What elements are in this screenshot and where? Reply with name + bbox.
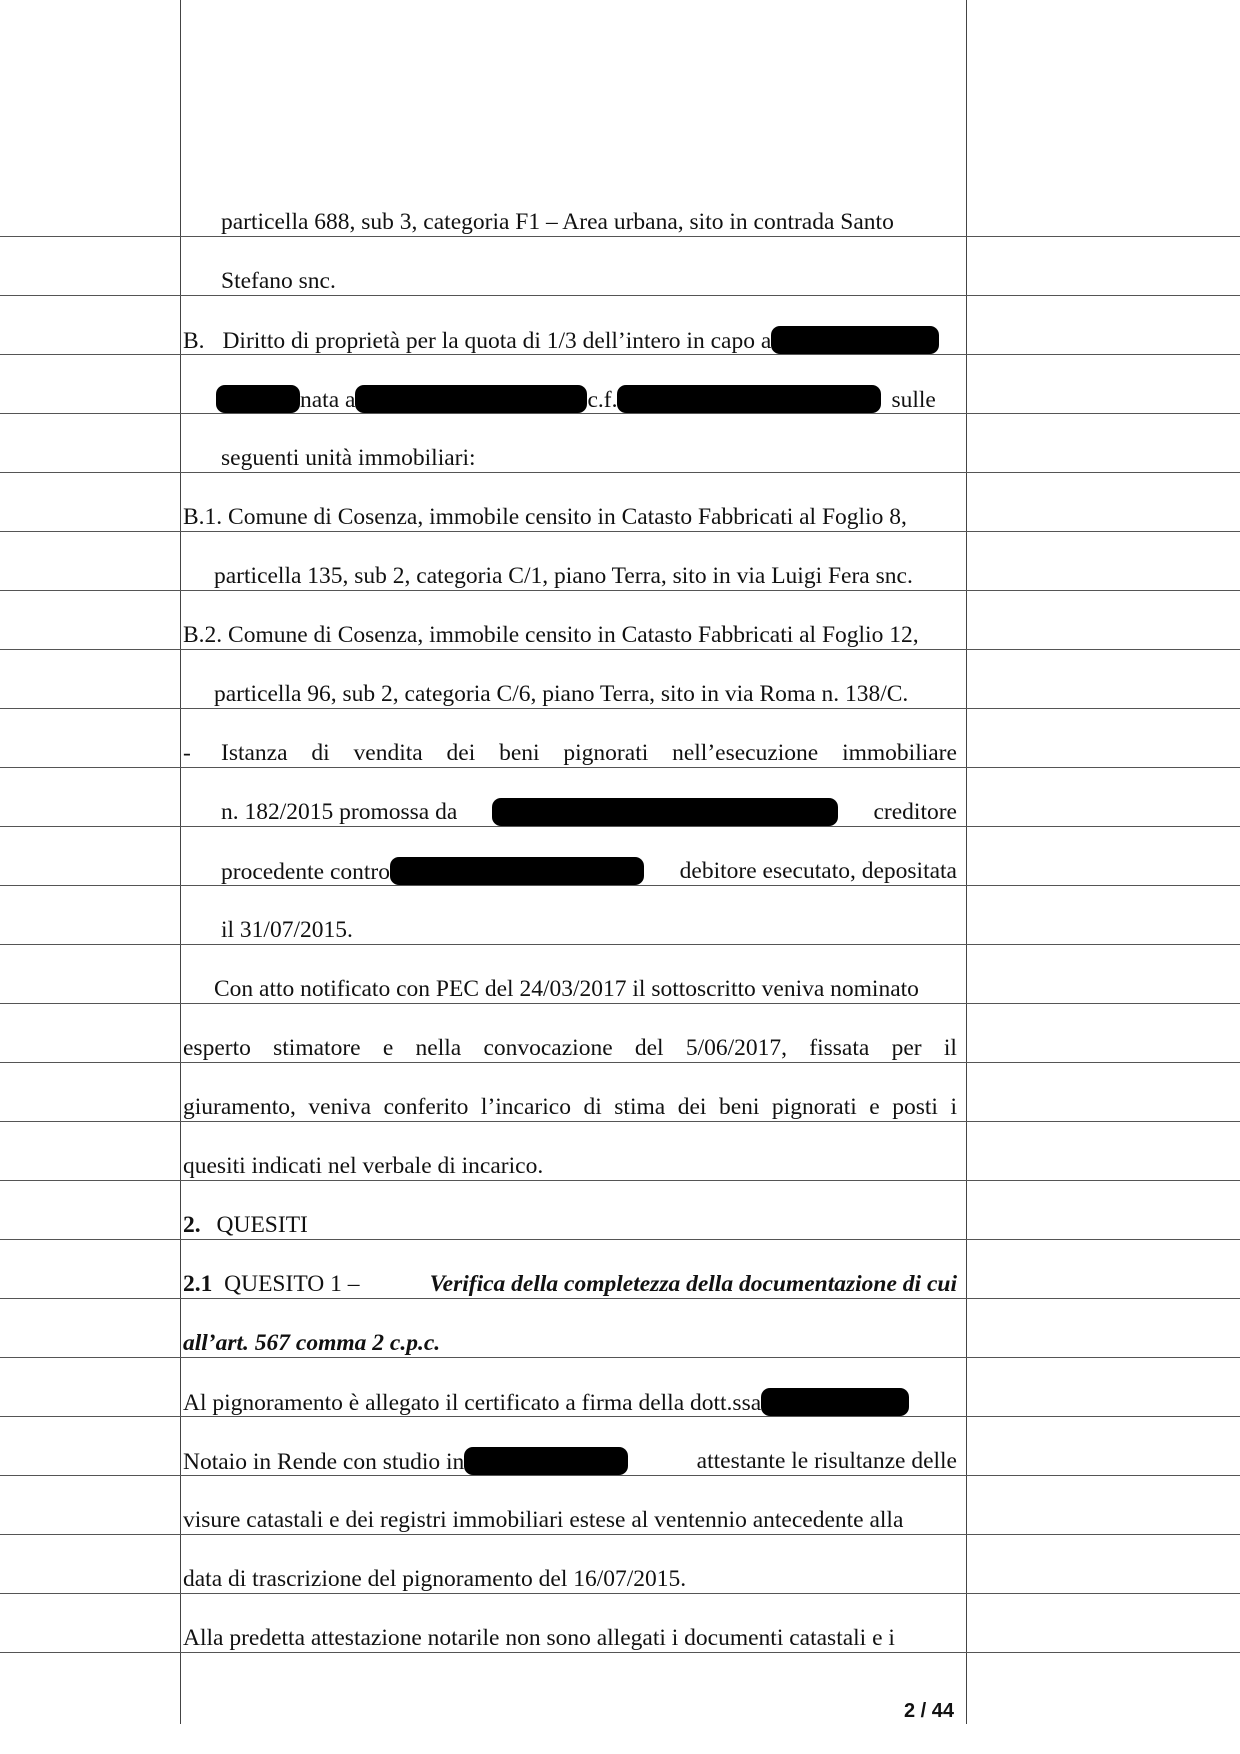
word: immobiliare xyxy=(842,740,957,766)
text-line: seguenti unità immobiliari: xyxy=(221,445,476,471)
ruled-line xyxy=(0,944,1240,945)
word: posti xyxy=(892,1094,938,1120)
text-line xyxy=(183,1388,909,1417)
subsection-number: 2.1 xyxy=(183,1271,213,1297)
ruled-line xyxy=(0,1298,1240,1299)
section-heading xyxy=(183,1211,308,1239)
ruled-line xyxy=(0,1121,1240,1122)
word: e xyxy=(382,1035,394,1061)
word: beni xyxy=(499,740,540,766)
text-span: debitore esecutato, depositata xyxy=(679,858,957,884)
subsection-heading xyxy=(183,1270,957,1298)
word: dei xyxy=(677,1094,707,1120)
text-line: particella 96, sub 2, categoria C/6, piano Terra, sito in via Roma n. 138/C. xyxy=(214,681,909,707)
ruled-line xyxy=(0,649,1240,650)
word: stimatore xyxy=(273,1035,361,1061)
text-line: quesiti indicati nel verbale di incarico. xyxy=(183,1153,544,1179)
word: beni xyxy=(718,1094,760,1120)
word: e xyxy=(869,1094,880,1120)
text-line: particella 688, sub 3, categoria F1 – Area urbana, sito in contrada Santo xyxy=(221,209,894,235)
word: esperto xyxy=(183,1035,251,1061)
ruled-line xyxy=(0,826,1240,827)
text-span: attestante le risultanze delle xyxy=(696,1448,957,1474)
word: di xyxy=(311,740,330,766)
text-line: il 31/07/2015. xyxy=(221,917,353,943)
text-line: Diritto di proprietà per la quota di 1/3 dell’intero in capo a xyxy=(222,328,772,354)
section-number: 2. xyxy=(183,1212,201,1238)
text-line xyxy=(216,385,936,414)
redaction-block xyxy=(761,1388,909,1416)
dash-marker: - xyxy=(183,740,191,766)
word: per xyxy=(891,1035,922,1061)
word: nell’esecuzione xyxy=(672,740,819,766)
word: fissata xyxy=(809,1035,870,1061)
redaction-block xyxy=(390,857,644,885)
redaction-block xyxy=(355,385,587,413)
text-line xyxy=(221,798,957,826)
redaction-block xyxy=(771,326,939,354)
text-span: Al pignoramento è allegato il certificato a firma della dott.ssa xyxy=(183,1390,762,1416)
word: il xyxy=(943,1035,957,1061)
subsection-title: QUESITO 1 – xyxy=(224,1271,360,1297)
text-span: creditore xyxy=(873,799,957,825)
ruled-line xyxy=(0,1357,1240,1358)
text-line: visure catastali e dei registri immobiliari estese al ventennio antecedente alla xyxy=(183,1507,904,1533)
page-number: 2 / 44 xyxy=(904,1700,955,1722)
ruled-line xyxy=(0,1180,1240,1181)
word: veniva xyxy=(308,1094,372,1120)
word: vendita xyxy=(353,740,423,766)
text-line: B.2. Comune di Cosenza, immobile censito in Catasto Fabbricati al Foglio 12, xyxy=(183,622,919,648)
list-item-dash xyxy=(183,739,957,767)
text-span: c.f. xyxy=(587,387,618,413)
word: nella xyxy=(415,1035,462,1061)
ruled-line xyxy=(0,236,1240,237)
text-line: B.1. Comune di Cosenza, immobile censito in Catasto Fabbricati al Foglio 8, xyxy=(183,504,907,530)
word: stima xyxy=(614,1094,666,1120)
ruled-line xyxy=(0,531,1240,532)
ruled-line xyxy=(0,1534,1240,1535)
ruled-line xyxy=(0,708,1240,709)
list-item-b xyxy=(183,326,939,355)
section-title: QUESITI xyxy=(216,1212,308,1238)
text-span: n. 182/2015 promossa da xyxy=(221,799,458,825)
word: 5/06/2017, xyxy=(685,1035,788,1061)
ruled-line xyxy=(0,1062,1240,1063)
ruled-line xyxy=(0,295,1240,296)
word: pignorati xyxy=(563,740,649,766)
subsection-italic: Verifica della completezza della documentazione di cui xyxy=(429,1271,957,1297)
redaction-block xyxy=(492,798,838,826)
justified-line xyxy=(183,1034,957,1062)
word: giuramento, xyxy=(183,1094,296,1120)
text-span: sulle xyxy=(891,387,936,413)
word: dei xyxy=(446,740,476,766)
subsection-italic-cont: all’art. 567 comma 2 c.p.c. xyxy=(183,1330,441,1356)
word: i xyxy=(950,1094,957,1120)
ruled-line xyxy=(0,1593,1240,1594)
ruled-line xyxy=(0,767,1240,768)
text-line: Alla predetta attestazione notarile non sono allegati i documenti catastali e i xyxy=(183,1625,895,1651)
list-label: B. xyxy=(183,328,205,354)
ruled-line xyxy=(0,472,1240,473)
left-margin-rule xyxy=(180,0,181,1724)
ruled-line xyxy=(0,1003,1240,1004)
word: del xyxy=(634,1035,664,1061)
ruled-line xyxy=(0,590,1240,591)
text-line xyxy=(221,857,957,886)
justified-line xyxy=(183,1093,957,1121)
word: Istanza xyxy=(221,740,288,766)
text-span: Notaio in Rende con studio in xyxy=(183,1449,465,1475)
word: conferito xyxy=(383,1094,469,1120)
text-line xyxy=(221,739,957,767)
word: di xyxy=(583,1094,602,1120)
word: l’incarico xyxy=(480,1094,571,1120)
text-line: particella 135, sub 2, categoria C/1, piano Terra, sito in via Luigi Fera snc. xyxy=(214,563,913,589)
text-line: Con atto notificato con PEC del 24/03/2017 il sottoscritto veniva nominato xyxy=(214,976,919,1002)
text-line: Stefano snc. xyxy=(221,268,336,294)
right-margin-rule xyxy=(966,0,967,1724)
word: pignorati xyxy=(771,1094,857,1120)
text-line: data di trascrizione del pignoramento del 16/07/2015. xyxy=(183,1566,687,1592)
text-span: procedente contro xyxy=(221,859,390,885)
redaction-block xyxy=(617,385,881,413)
ruled-line xyxy=(0,1652,1240,1653)
ruled-line xyxy=(0,1239,1240,1240)
text-line xyxy=(183,1447,957,1476)
redaction-block xyxy=(464,1447,628,1475)
redaction-block xyxy=(216,385,300,413)
word: convocazione xyxy=(483,1035,613,1061)
text-span: nata a xyxy=(300,387,356,413)
